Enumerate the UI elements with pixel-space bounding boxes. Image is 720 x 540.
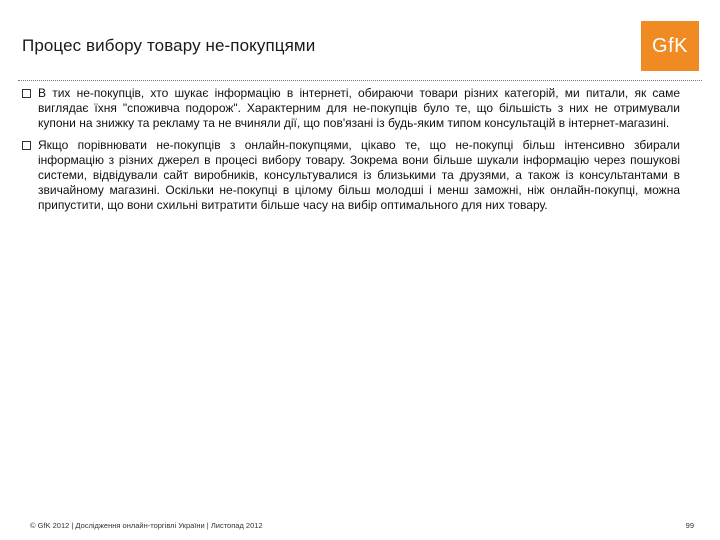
title-divider (18, 80, 702, 81)
bullet-text: В тих не-покупців, хто шукає інформацію в інтернеті, обираючи товари різних категорій, ми питали, як саме виглядає їхня "споживча подорож". Характерним для не-покупців було те, що більшість з них не отримували купони на знижку та рекламу та не вчиняли дії, що пов'язані із будь-яким типом консультацій в інтернет-магазині. (38, 86, 680, 131)
bullet-list (22, 86, 680, 220)
slide-title: Процес вибору товару не-покупцями (22, 36, 316, 55)
bullet-item (22, 86, 680, 132)
bullet-item (22, 138, 680, 214)
bullet-text: Якщо порівнювати не-покупців з онлайн-покупцями, цікаво те, що не-покупці більш інтенсивно збирали інформацію з різних джерел в процесі вибору товару. Зокрема вони більше шукали інформацію через пошукові системи, відвідували сайт виробників, консультувалися із близькими та друзями, а також із консультантами в звичайному магазині. Оскільки не-покупці в цілому більш молодші і менш заможні, ніж онлайн-покупці, можна припустити, що вони схильні витратити більше часу на вибір оптимального для них товару. (38, 137, 680, 213)
page-number: 99 (685, 521, 694, 530)
square-bullet-icon (22, 141, 31, 150)
gfk-logo: GfK (641, 21, 699, 71)
square-bullet-icon (22, 89, 31, 98)
footer-text: © GfK 2012 | Дослідження онлайн-торгівлі України | Листопад 2012 (30, 521, 263, 530)
